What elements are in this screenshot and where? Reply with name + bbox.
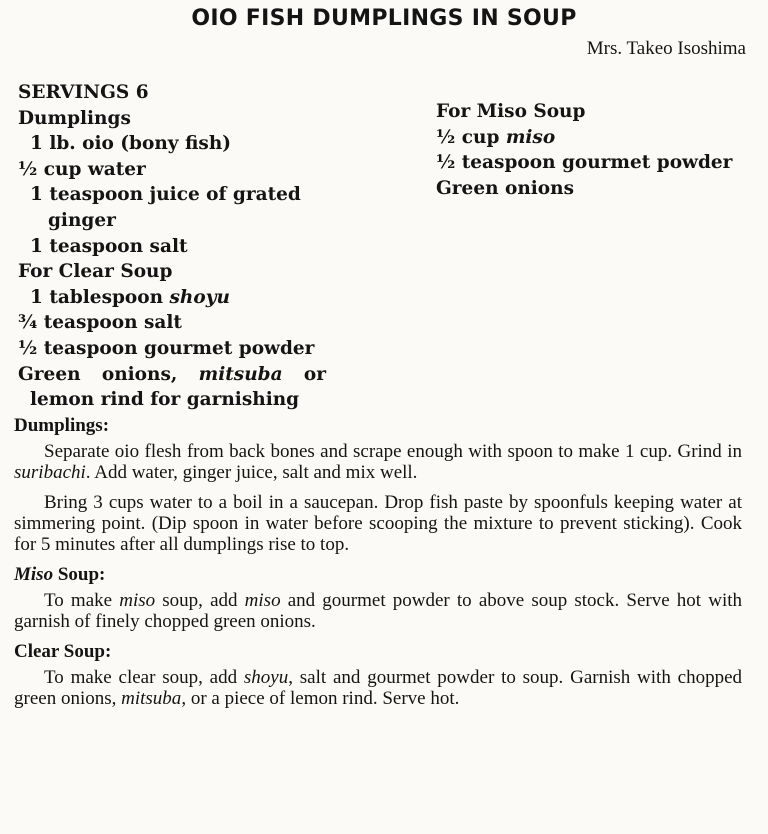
ingredient-water: ½ cup water <box>18 158 146 180</box>
method-term-mitsuba: mitsuba <box>121 688 182 709</box>
garnish-mitsuba: mitsuba <box>198 363 283 385</box>
method-clear-paragraph <box>14 667 742 709</box>
method-dumplings-paragraph-1 <box>14 441 742 483</box>
ingredient-green-onions: Green onions <box>436 177 575 199</box>
ingredient-salt: 1 teaspoon salt <box>30 235 188 257</box>
ingredient-shoyu-text: 1 tablespoon <box>30 286 170 308</box>
method-clear-heading: Clear Soup: <box>14 641 112 662</box>
method-miso-heading-rest: Soup: <box>53 564 106 585</box>
garnish-word: or <box>303 363 326 385</box>
clear-soup-heading: For Clear Soup <box>18 261 173 283</box>
method-section <box>14 415 742 718</box>
ingredient-clear-gourmet-powder: ½ teaspoon gourmet powder <box>18 337 315 359</box>
method-miso-paragraph <box>14 590 742 632</box>
dumplings-heading: Dumplings <box>18 107 131 129</box>
ingredient-miso-gourmet-powder: ½ teaspoon gourmet powder <box>436 152 733 174</box>
ingredient-shoyu <box>18 285 348 311</box>
ingredient-shoyu-term: shoyu <box>169 286 230 308</box>
method-text: , or a piece of lemon rind. Serve hot. <box>181 688 460 709</box>
method-text: To make <box>44 590 120 611</box>
method-term-shoyu: shoyu <box>243 667 289 688</box>
ingredients-left-column <box>18 80 348 413</box>
ingredient-ginger-continued: ginger <box>48 209 116 231</box>
method-text: soup, add <box>155 590 245 611</box>
method-dumplings-heading: Dumplings: <box>14 415 110 436</box>
servings: SERVINGS 6 <box>18 82 149 103</box>
method-term-miso: miso <box>119 590 156 611</box>
miso-soup-heading: For Miso Soup <box>436 101 586 122</box>
ingredient-miso <box>436 125 756 151</box>
method-text: and gourmet powder to above soup stock. Serve hot with garnish of finely chopped green onions. <box>14 590 743 632</box>
recipe-author: Mrs. Takeo Isoshima <box>586 38 746 59</box>
ingredient-garnish <box>18 362 326 388</box>
garnish-word: Green <box>18 363 81 385</box>
method-text: , salt and gourmet powder to soup. Garnish with chopped green onions, <box>14 667 742 709</box>
ingredient-miso-term: miso <box>505 126 556 148</box>
ingredients-right-column <box>436 99 756 201</box>
ingredient-clear-salt: ¾ teaspoon salt <box>18 312 182 334</box>
method-term-miso: miso <box>244 590 281 611</box>
method-dumplings-paragraph-2: Bring 3 cups water to a boil in a saucepan. Drop fish paste by spoonfuls keeping water at simmering point. (Dip spoon in water before scooping the mixture to prevent sticking). Cook for 5 minutes after all dumplings rise to top. <box>14 492 742 555</box>
method-miso-heading-term: Miso <box>14 564 54 585</box>
garnish-word: onions, <box>101 363 178 385</box>
method-term-suribachi: suribachi <box>14 462 86 483</box>
method-text: . Add water, ginger juice, salt and mix well. <box>85 462 418 483</box>
ingredient-ginger-juice: 1 teaspoon juice of grated <box>30 184 301 206</box>
ingredient-miso-text: ½ cup <box>436 126 506 148</box>
method-miso-heading <box>14 564 742 585</box>
method-text: Separate oio flesh from back bones and scrape enough with spoon to make 1 cup. Grind in <box>44 441 742 462</box>
ingredient-oio: 1 lb. oio (bony fish) <box>30 133 232 155</box>
recipe-title: OIO FISH DUMPLINGS IN SOUP <box>191 6 577 31</box>
ingredient-garnish-continued: lemon rind for garnishing <box>30 389 300 411</box>
method-text: To make clear soup, add <box>44 667 244 688</box>
